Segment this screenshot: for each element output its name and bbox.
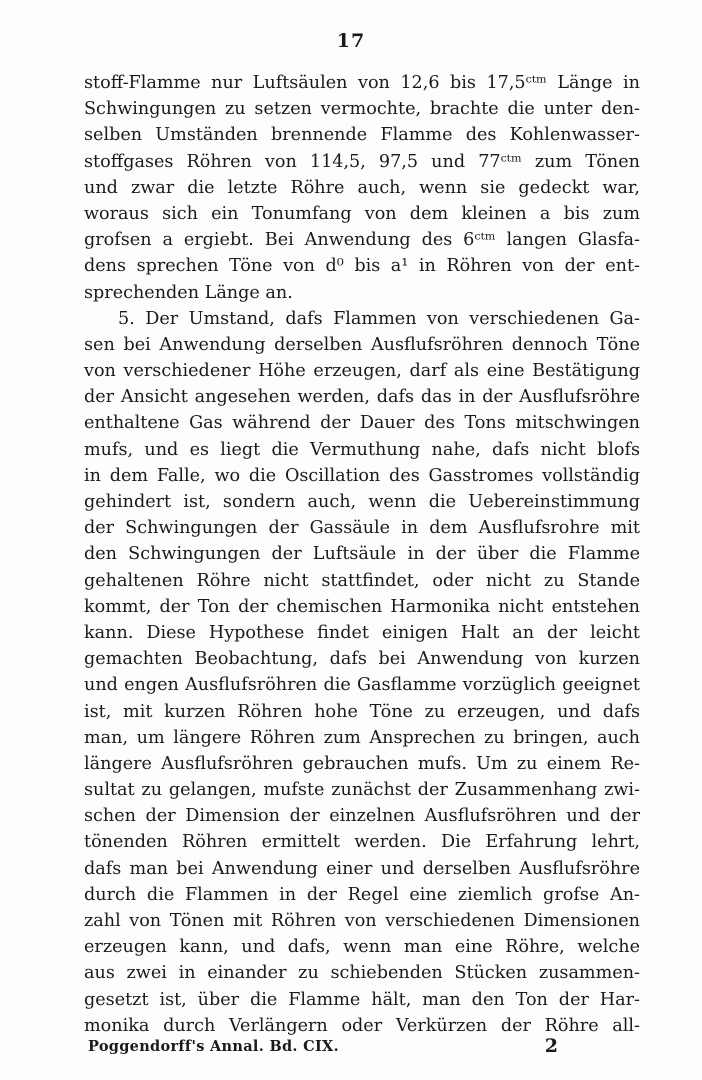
text-line: längere Ausflufsröhren gebrauchen mufs. Um zu einem Re- <box>84 753 640 774</box>
text-line: der Ansicht angesehen werden, dafs das in der Ausflufsröhre <box>84 387 640 408</box>
text-line: stoffgases Röhren von 114,5, 97,5 und 77ᶜᵗᵐ zum Tönen <box>84 151 640 172</box>
text-line: woraus sich ein Tonumfang von dem kleinen a bis zum <box>84 203 640 224</box>
text-line: tönenden Röhren ermittelt werden. Die Erfahrung lehrt, <box>84 832 640 853</box>
text-line: mufs, und es liegt die Vermuthung nahe, dafs nicht blofs <box>84 439 640 460</box>
text-line: und zwar die letzte Röhre auch, wenn sie gedeckt war, <box>84 177 640 198</box>
text-line: sultat zu gelangen, mufste zunächst der Zusammenhang zwi- <box>84 780 640 801</box>
journal-imprint: Poggendorff's Annal. Bd. CIX. <box>88 1038 339 1055</box>
text-line: gehaltenen Röhre nicht stattfindet, oder nicht zu Stande <box>84 570 640 591</box>
text-line: schen der Dimension der einzelnen Ausflufsröhren und der <box>84 806 640 827</box>
text-line: Schwingungen zu setzen vermochte, brachte die unter den- <box>84 99 640 120</box>
page-number: 17 <box>336 30 366 52</box>
text-line: dens sprechen Töne von d⁰ bis a¹ in Röhren von der ent- <box>84 256 640 277</box>
text-line: aus zwei in einander zu schiebenden Stücken zusammen- <box>84 963 640 984</box>
text-line: gehindert ist, sondern auch, wenn die Uebereinstimmung <box>84 492 640 512</box>
text-line: erzeugen kann, und dafs, wenn man eine Röhre, welche <box>84 937 640 958</box>
page-footer <box>88 1035 558 1062</box>
text-line: enthaltene Gas während der Dauer des Tons mitschwingen <box>84 413 640 434</box>
text-line: kommt, der Ton der chemischen Harmonika nicht entstehen <box>84 596 640 617</box>
text-line: den Schwingungen der Luftsäule in der über die Flamme <box>84 544 640 565</box>
text-line: gesetzt ist, über die Flamme hält, man den Ton der Har- <box>84 989 640 1010</box>
text-line: sen bei Anwendung derselben Ausflufsröhren dennoch Töne <box>84 334 640 355</box>
text-line: grofsen a ergiebt. Bei Anwendung des 6ᶜᵗᵐ langen Glasfa- <box>84 230 640 251</box>
text-line: und engen Ausflufsröhren die Gasflamme vorzüglich geeignet <box>84 675 640 696</box>
body-text <box>84 70 640 1039</box>
text-line: gemachten Beobachtung, dafs bei Anwendung von kurzen <box>84 649 640 670</box>
text-line: stoff-Flamme nur Luftsäulen von 12,6 bis 17,5ᶜᵗᵐ Länge in <box>84 73 640 93</box>
text-line: durch die Flammen in der Regel eine ziemlich grofse An- <box>84 884 640 905</box>
paragraph-start-line: 5. Der Umstand, dafs Flammen von verschiedenen Ga- <box>118 308 640 329</box>
text-line: selben Umständen brennende Flamme des Kohlenwasser- <box>84 125 640 146</box>
text-line: kann. Diese Hypothese findet einigen Halt an der leicht <box>84 622 640 643</box>
text-line: man, um längere Röhren zum Ansprechen zu bringen, auch <box>84 727 640 748</box>
text-line: in dem Falle, wo die Oscillation des Gasstromes vollständig <box>84 465 640 486</box>
text-line: zahl von Tönen mit Röhren von verschiedenen Dimensionen <box>84 911 640 931</box>
text-line: der Schwingungen der Gassäule in dem Ausflufsrohre mit <box>84 518 640 539</box>
text-line: sprechenden Länge an. <box>84 282 293 303</box>
text-line: von verschiedener Höhe erzeugen, darf als eine Bestätigung <box>84 361 640 382</box>
text-line: ist, mit kurzen Röhren hohe Töne zu erzeugen, und dafs <box>84 701 640 722</box>
signature-mark: 2 <box>544 1035 558 1057</box>
text-line: monika durch Verlängern oder Verkürzen der Röhre all- <box>84 1015 640 1036</box>
text-line: dafs man bei Anwendung einer und derselben Ausflufsröhre <box>84 858 640 879</box>
